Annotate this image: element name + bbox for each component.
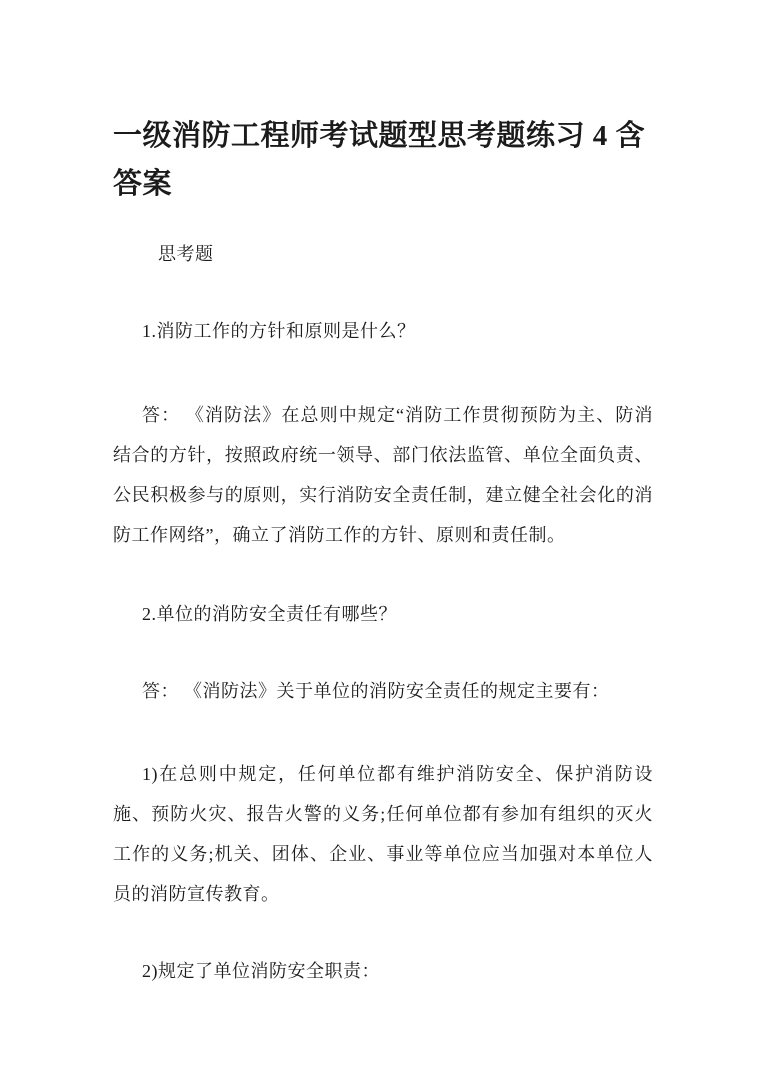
answer-2-item-2: 2)规定了单位消防安全职责： [142, 961, 380, 981]
answer-2-item-1: 1)在总则中规定，任何单位都有维护消防安全、保护消防设施、预防火灾、报告火警的义务;任何单位都有参加有组织的灭火工作的义务;机关、团体、企业、事业等单位应当加强对本单位人员的消防宣传教育。 [113, 764, 653, 904]
question-1: 1.消防工作的方针和原则是什么？ [142, 321, 416, 341]
document-content [113, 0, 653, 991]
question-2: 2.单位的消防安全责任有哪些？ [142, 604, 397, 624]
answer-2-intro: 答： 《消防法》关于单位的消防安全责任的规定主要有： [142, 681, 610, 701]
document-title: 一级消防工程师考试题型思考题练习 4 含答案 [113, 120, 646, 200]
answer-1: 答： 《消防法》在总则中规定“消防工作贯彻预防为主、防消结合的方针，按照政府统一领导、部门依法监管、单位全面负责、公民积极参与的原则，实行消防安全责任制，建立健全社会化的消防工作网络”，确立了消防工作的方针、原则和责任制。 [113, 405, 653, 545]
section-label: 思考题 [158, 244, 214, 264]
